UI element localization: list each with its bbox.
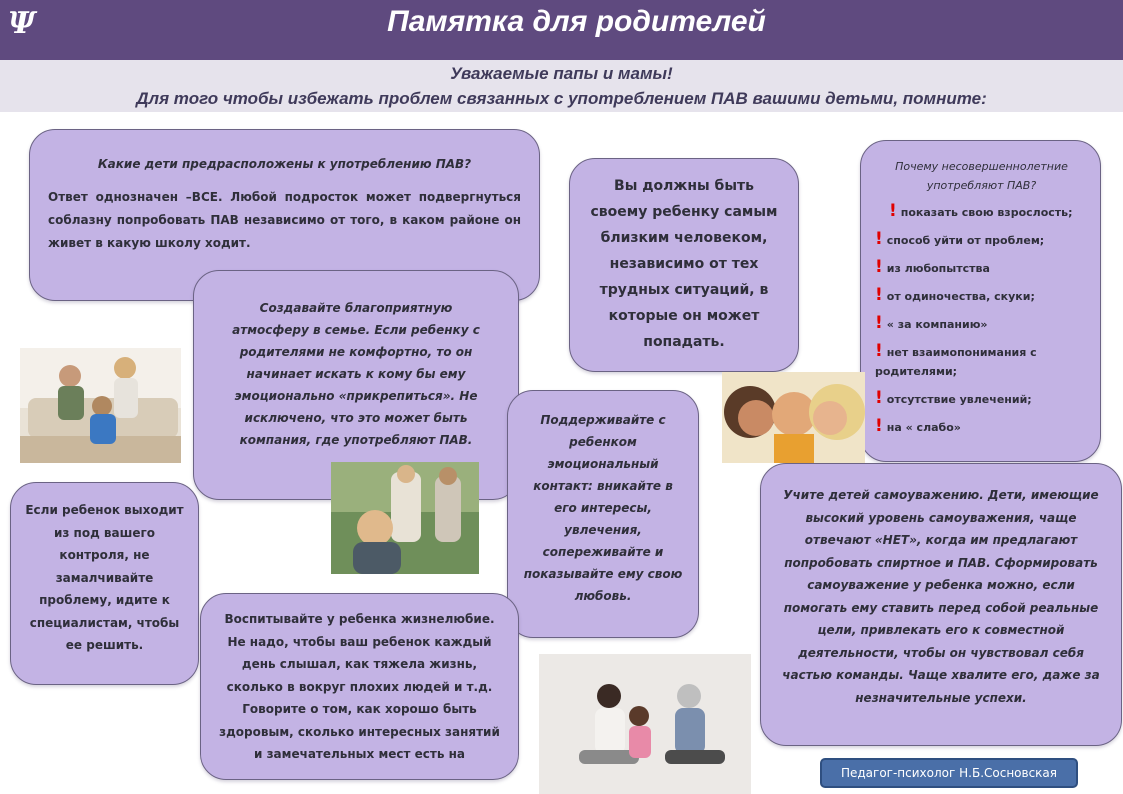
answer-text: Ответ однозначен –ВСЕ. Любой подросток может подвергнуться соблазну попробовать ПАВ независимо от того, в каком районе он живет в какую школу ходит. bbox=[48, 190, 521, 250]
reasons-list bbox=[873, 198, 1090, 441]
page-title: Памятка для родителей bbox=[387, 5, 766, 38]
header-bar bbox=[0, 0, 1123, 60]
exclamation-icon: ! bbox=[875, 257, 883, 277]
exclamation-icon: ! bbox=[875, 229, 883, 249]
exclamation-icon: ! bbox=[875, 388, 883, 408]
box-self-respect bbox=[760, 463, 1122, 746]
atmosphere-text: Создавайте благоприятную атмосферу в семье. Если ребенку с родителями не комфортно, то он начинает искать к кому бы ему эмоционально «прикрепиться». Не исключено, что это может быть компания, где употребляют ПАВ. bbox=[232, 301, 480, 447]
reason-item: ! « за компанию» bbox=[875, 313, 988, 333]
photo-child-garden bbox=[331, 462, 479, 574]
intro-text: Для того чтобы избежать проблем связанных с употреблением ПАВ вашими детьми, помните: bbox=[136, 89, 987, 108]
joy-text: Воспитывайте у ребенка жизнелюбие. Не надо, чтобы ваш ребенок каждый день слышал, как тяжела жизнь, сколько в вокруг плохих людей и т.д. Говорите о том, как хорошо быть здоровым, сколько интересных занятий и замечательных мест есть на bbox=[219, 612, 500, 761]
reason-item: ! способ уйти от проблем; bbox=[875, 229, 1045, 249]
reason-item: ! показать свою взрослость; bbox=[889, 201, 1073, 221]
box-loss-of-control bbox=[10, 482, 199, 685]
photo-family-sofa bbox=[20, 348, 181, 463]
exclamation-icon: ! bbox=[875, 285, 883, 305]
author-badge: Педагог-психолог Н.Б.Сосновская bbox=[820, 758, 1078, 788]
selfrespect-text: Учите детей самоуважению. Дети, имеющие высокий уровень самоуважения, чаще отвечают «НЕТ», когда им предлагают попробовать спиртное и ПАВ. Сформировать самоуважение у ребенка можно, если помогать ему ставить перед собой реальные цели, привлекать его к совместной деятельности, чтобы он чувствовал себя частью команды. Чаще хвалите его, даже за незначительные успехи. bbox=[782, 488, 1100, 705]
closest-text: Вы должны быть своему ребенку самым близким человеком, независимо от тех трудных ситуаций, в которые он может попадать. bbox=[590, 178, 778, 350]
reason-item: ! отсутствие увлечений; bbox=[875, 388, 1032, 408]
box-be-closest bbox=[569, 158, 799, 372]
reason-item: ! из любопытства bbox=[875, 257, 990, 277]
exclamation-icon: ! bbox=[889, 201, 897, 221]
control-text: Если ребенок выходит из под вашего контроля, не замалчивайте проблему, идите к специалистам, чтобы ее решить. bbox=[25, 503, 184, 652]
exclamation-icon: ! bbox=[875, 341, 883, 361]
greeting: Уважаемые папы и мамы! bbox=[450, 64, 673, 83]
box-love-of-life bbox=[200, 593, 519, 780]
exclamation-icon: ! bbox=[875, 313, 883, 333]
box-reasons bbox=[860, 140, 1101, 462]
exclamation-icon: ! bbox=[875, 416, 883, 436]
question-text: Какие дети предрасположены к употреблению ПАВ? bbox=[97, 157, 472, 171]
support-text: Поддерживайте с ребенком эмоциональный контакт: вникайте в его интересы, увлечения, сопереживайте и показывайте ему свою любовь. bbox=[523, 413, 683, 603]
psi-logo-icon: Ψ bbox=[8, 6, 36, 41]
reason-item: ! нет взаимопонимания с родителями; bbox=[875, 341, 1037, 378]
photo-family-floor bbox=[539, 654, 751, 794]
photo-happy-family bbox=[722, 372, 865, 463]
reason-item: ! на « слабо» bbox=[875, 416, 961, 436]
box-support-contact bbox=[507, 390, 699, 638]
reasons-title: Почему несовершеннолетние употребляют ПАВ? bbox=[895, 160, 1068, 192]
reason-item: ! от одиночества, скуки; bbox=[875, 285, 1035, 305]
